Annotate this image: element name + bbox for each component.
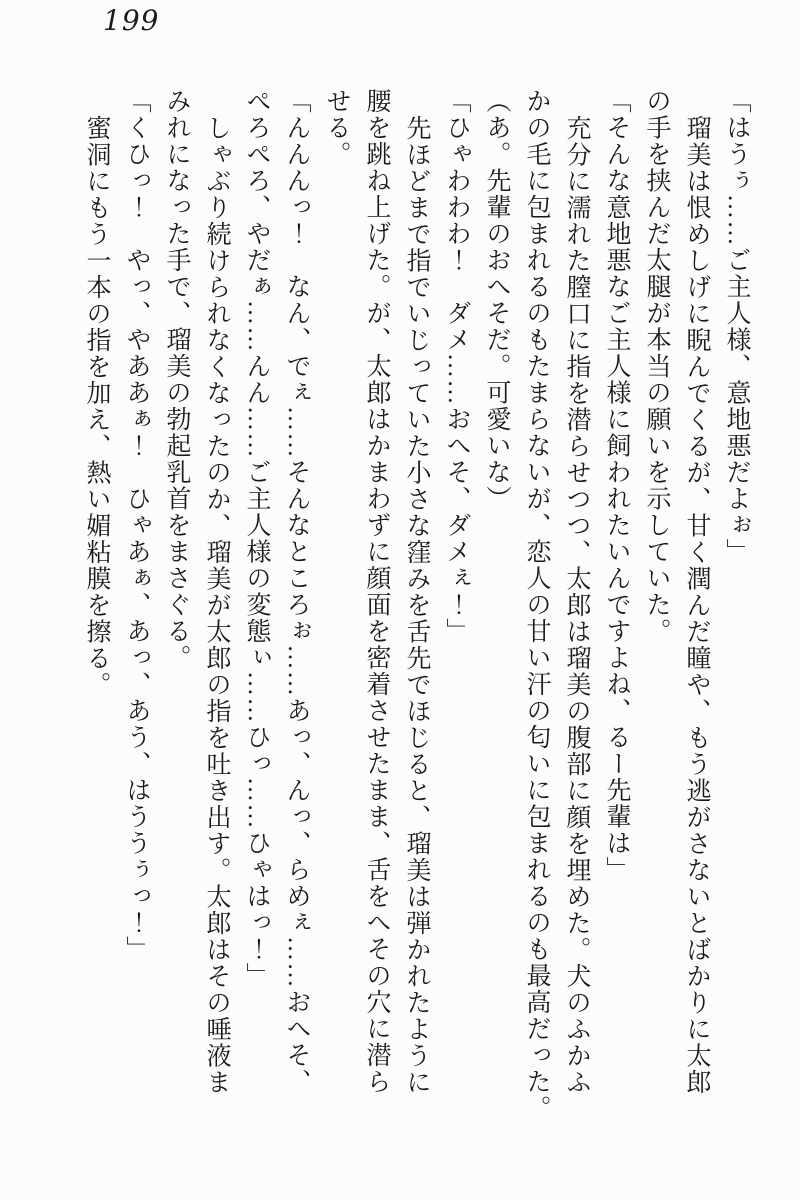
text-line: ぺろぺろ、やだぁ……んん……ご主人様の変態ぃ……ひっ……ひゃはっ！」 [243, 88, 270, 989]
text-line: 「くひっ！ やっ、やああぁ！ ひゃあぁ、あっ、あう、はううぅっ！」 [123, 88, 150, 963]
text-line: の手を挟んだ太腿が本当の願いを示していた。 [643, 88, 670, 645]
text-line: しゃぶり続けられなくなったのか、瑠美が太郎の指を吐き出す。太郎はその唾液ま [203, 115, 230, 1096]
text-line: 「はうぅ……ご主人様、意地悪だよぉ」 [723, 88, 750, 565]
text-line: （あ。先輩のおへそだ。可愛いな） [483, 88, 510, 512]
page-number: 199 [103, 4, 160, 37]
text-line: 「そんな意地悪なご主人様に飼われたいんですよね、るー先輩は」 [603, 88, 630, 883]
text-line: 「ひゃわわわ！ ダメ……おへそ、ダメぇ！」 [443, 88, 470, 645]
text-line: 腰を跳ね上げた。が、太郎はかまわずに顔面を密着させたまま、舌をへその穴に潜ら [363, 88, 390, 1095]
text-line: 充分に濡れた膣口に指を潜らせつつ、太郎は瑠美の腹部に顔を埋めた。犬のふかふ [563, 115, 590, 1096]
text-line: 「んんんっ！ なん、でぇ……そんなところぉ……あっ、んっ、らめぇ……おへそ、 [283, 88, 310, 1095]
text-block [76, 88, 756, 1140]
text-line: せる。 [323, 88, 350, 168]
text-line: 先ほどまで指でいじっていた小さな窪みを舌先でほじると、瑠美は弾かれたように [403, 115, 430, 1096]
text-line: かの毛に包まれるのもたまらないが、恋人の甘い汗の匂いに包まれるのも最高だった。 [523, 88, 550, 1122]
text-line: みれになった手で、瑠美の勃起乳首をまさぐる。 [163, 88, 190, 671]
text-line: 瑠美は恨めしげに睨んでくるが、甘く潤んだ瞳や、もう逃がさないとばかりに太郎 [683, 115, 710, 1096]
text-line: 蜜洞にもう一本の指を加え、熱い媚粘膜を擦る。 [83, 115, 110, 698]
